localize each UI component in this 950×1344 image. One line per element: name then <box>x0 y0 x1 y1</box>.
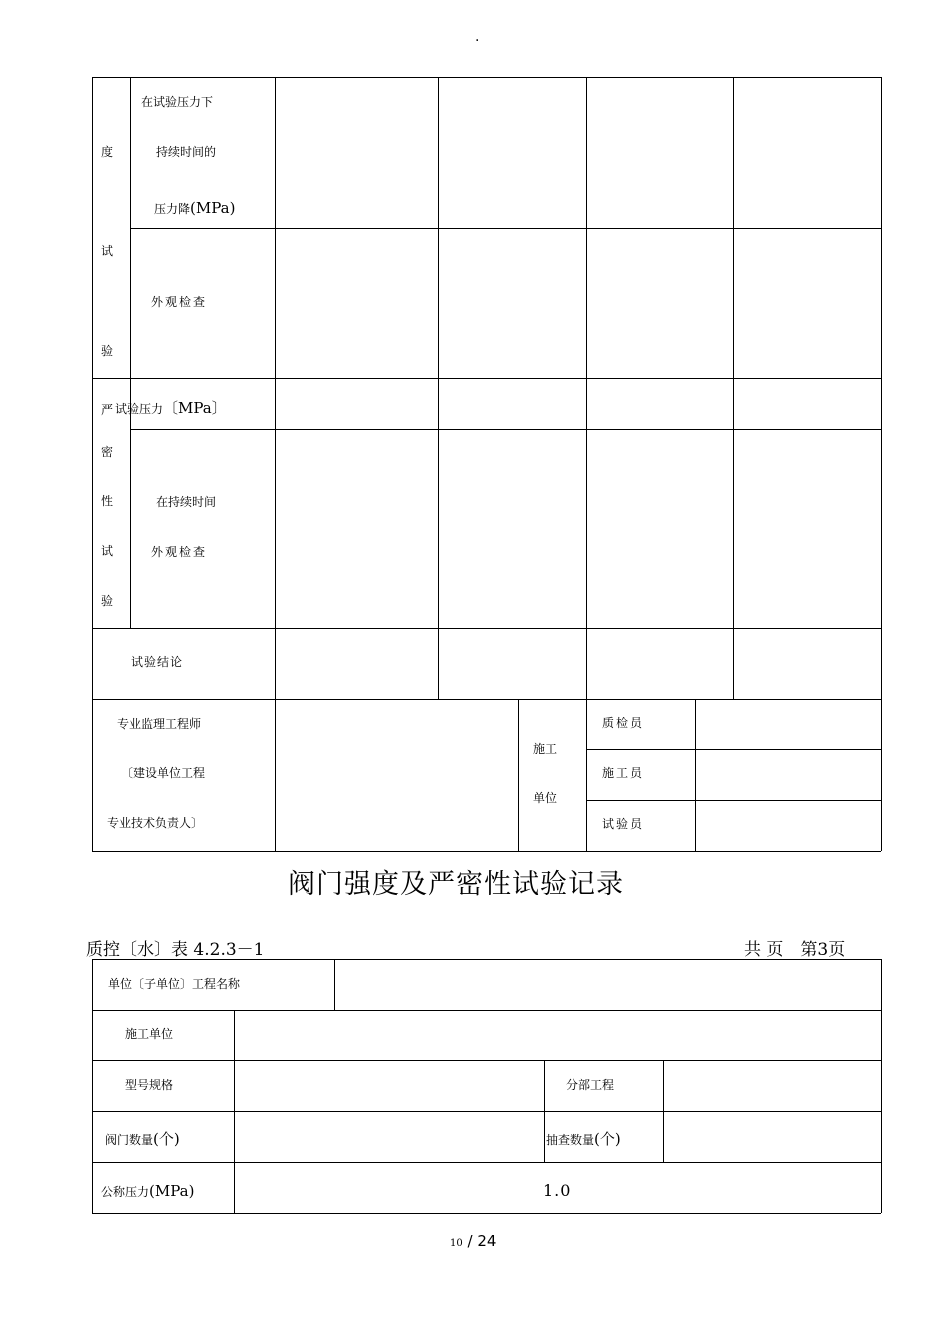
header-dot: . <box>475 29 480 45</box>
pressure-drop-line1: 在试验压力下 <box>141 95 214 109</box>
sample-count-label <box>546 1132 621 1147</box>
tightness-pressure-text: 试验压力 <box>115 402 164 416</box>
supervisor-line3: 专业技术负责人〕 <box>107 816 204 830</box>
valve-count-label <box>105 1132 180 1147</box>
nominal-pressure-unit: (MPa) <box>149 1182 195 1200</box>
table-line <box>92 1162 881 1163</box>
form-code: 质控〔水〕表 4.2.3－1 <box>86 940 265 960</box>
tightness-char: 严 <box>101 403 114 417</box>
page-number <box>450 1232 496 1253</box>
role-construction-worker: 施工员 <box>602 766 645 780</box>
table-line <box>92 959 93 1213</box>
pressure-drop-line2: 持续时间的 <box>156 145 217 159</box>
tightness-appearance-label: 外观检查 <box>151 545 208 559</box>
appearance-check-label: 外观检查 <box>151 295 208 309</box>
nominal-pressure-label <box>101 1184 194 1199</box>
table-line <box>881 959 882 1213</box>
sample-count-text: 抽查数量 <box>546 1133 595 1147</box>
project-name-label: 单位〔子单位〕工程名称 <box>108 977 241 991</box>
tightness-char: 性 <box>101 494 114 508</box>
table-line <box>92 1213 881 1214</box>
strength-char: 验 <box>101 344 114 358</box>
construction-unit-label: 施工单位 <box>125 1027 174 1041</box>
sub-project-label: 分部工程 <box>566 1078 615 1092</box>
tightness-duration-label: 在持续时间 <box>156 495 217 509</box>
table-line <box>92 1010 881 1011</box>
page-total: 24 <box>477 1232 497 1250</box>
page-info: 共 页 第3页 <box>744 940 846 960</box>
tightness-char: 验 <box>101 594 114 608</box>
nominal-pressure-text: 公称压力 <box>101 1185 150 1199</box>
conclusion-label: 试验结论 <box>131 655 184 669</box>
table-line <box>92 1111 881 1112</box>
valve-count-unit: (个) <box>153 1130 180 1148</box>
sample-count-unit: (个) <box>594 1130 621 1148</box>
pressure-drop-unit: (MPa) <box>190 199 236 217</box>
strength-char: 度 <box>101 145 114 159</box>
table-line <box>92 1060 881 1061</box>
strength-char: 试 <box>101 244 114 258</box>
table-line <box>92 959 881 960</box>
table-line <box>334 959 335 1010</box>
tightness-char: 试 <box>101 544 114 558</box>
pressure-drop-text: 压力降 <box>154 202 191 216</box>
supervisor-line2: 〔建设单位工程 <box>121 766 206 780</box>
role-tester: 试验员 <box>602 817 645 831</box>
valve-count-text: 阀门数量 <box>105 1133 154 1147</box>
tightness-char: 密 <box>101 445 114 459</box>
tightness-pressure-unit: 〔MPa〕 <box>163 399 227 417</box>
page-current: 10 <box>450 1238 463 1249</box>
table-line <box>663 1060 664 1162</box>
role-quality-inspector: 质检员 <box>602 716 645 730</box>
construction-unit-line2: 单位 <box>533 791 558 805</box>
table-line <box>544 1060 545 1162</box>
page-separator: / <box>467 1232 473 1250</box>
supervisor-line1: 专业监理工程师 <box>117 717 202 731</box>
nominal-pressure-value: 1.0 <box>543 1181 572 1200</box>
construction-unit-line1: 施工 <box>533 742 558 756</box>
table-line <box>234 1010 235 1213</box>
record-title: 阀门强度及严密性试验记录 <box>288 869 624 900</box>
model-spec-label: 型号规格 <box>125 1078 174 1092</box>
